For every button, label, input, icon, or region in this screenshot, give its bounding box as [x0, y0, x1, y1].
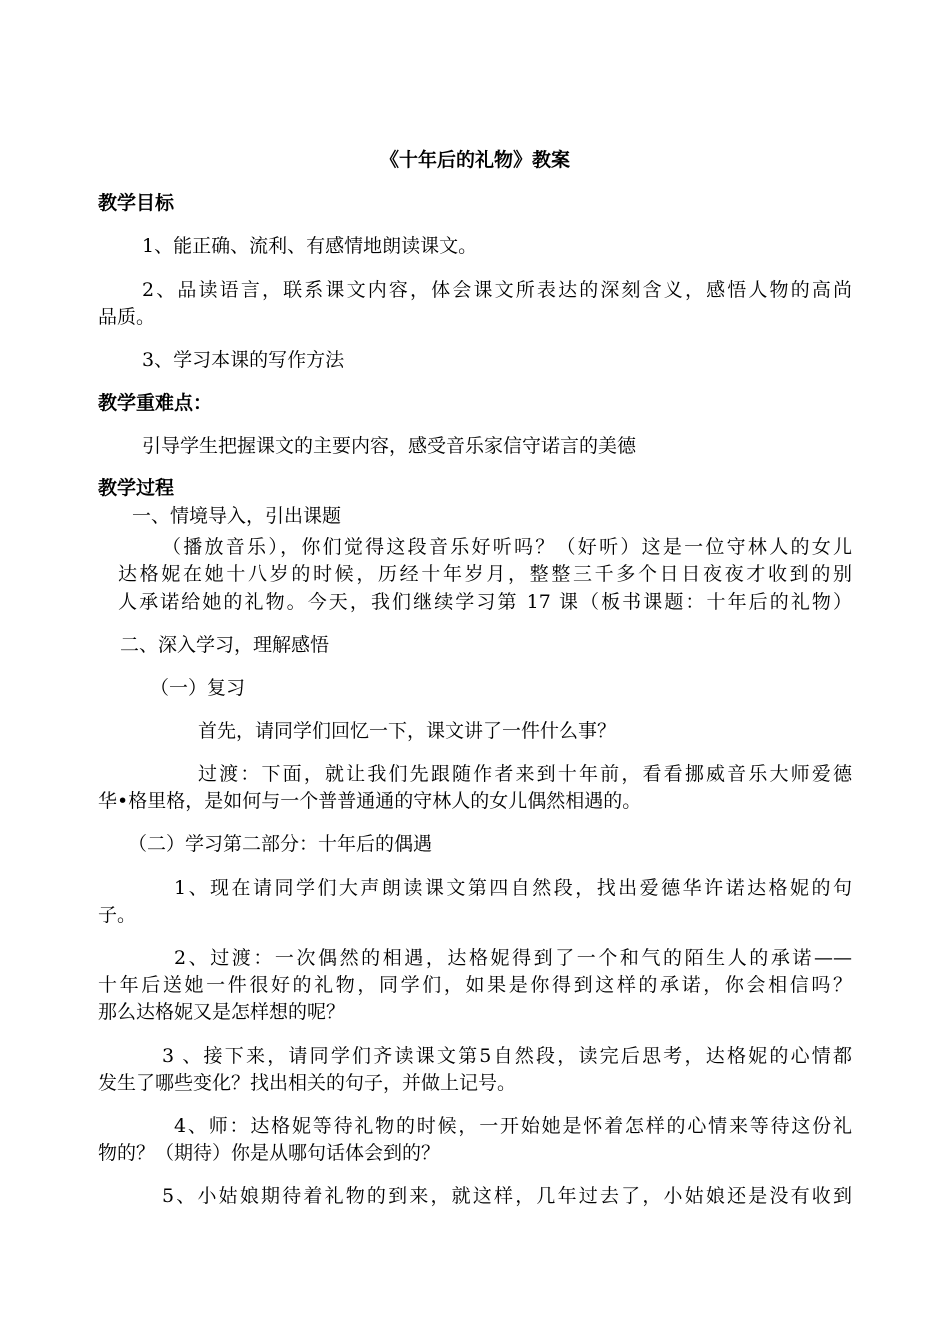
part2-heading: 二、深入学习，理解感悟 [120, 634, 330, 656]
objective-item-2-line-2: 品质。 [98, 306, 156, 328]
sub2-item-4-line-1: 4、师：达格妮等待礼物的时候，一开始她是怀着怎样的心情来等待这份礼 [174, 1115, 852, 1137]
sub2-item-2-line-2: 十年后送她一件很好的礼物，同学们，如果是你得到这样的承诺，你会相信吗？ [98, 974, 852, 996]
sub1-paragraph-2-line-1: 过渡：下面，就让我们先跟随作者来到十年前，看看挪威音乐大师爱德 [198, 763, 852, 785]
objective-item-2-line-1: 2、品读语言，联系课文内容，体会课文所表达的深刻含义，感悟人物的高尚 [142, 279, 852, 301]
sub1-paragraph-2-line-2: 华•格里格，是如何与一个普普通通的守林人的女儿偶然相遇的。 [98, 790, 642, 812]
objective-item-3: 3、学习本课的写作方法 [142, 349, 345, 371]
sub2-item-2-line-3: 那么达格妮又是怎样想的呢？ [98, 1001, 346, 1023]
sub2-item-1-line-1: 1、现在请同学们大声朗读课文第四自然段，找出爱德华许诺达格妮的句 [174, 877, 852, 899]
key-points-heading: 教学重难点： [98, 392, 213, 414]
part1-heading: 一、情境导入，引出课题 [132, 505, 342, 527]
sub2-item-1-line-2: 子。 [98, 904, 137, 926]
objective-item-1: 1、能正确、流利、有感情地朗读课文。 [142, 235, 478, 257]
objectives-heading: 教学目标 [98, 192, 175, 214]
part1-paragraph-line-1: （播放音乐），你们觉得这段音乐好听吗？（好听）这是一位守林人的女儿 [162, 536, 852, 558]
part1-paragraph-line-2: 达格妮在她十八岁的时候，历经十年岁月，整整三千多个日日夜夜才收到的别 [118, 563, 852, 585]
key-points-text: 引导学生把握课文的主要内容，感受音乐家信守诺言的美德 [142, 435, 637, 457]
sub2-item-3-line-1: 3 、接下来，请同学们齐读课文第5自然段，读完后思考，达格妮的心情都 [162, 1045, 852, 1067]
process-heading: 教学过程 [98, 477, 175, 499]
sub2-item-3-line-2: 发生了哪些变化？找出相关的句子，并做上记号。 [98, 1072, 517, 1094]
sub2-item-4-line-2: 物的？（期待）你是从哪句话体会到的？ [98, 1142, 441, 1164]
document-title: 《十年后的礼物》教案 [379, 149, 570, 171]
sub2-heading: （二）学习第二部分：十年后的偶遇 [128, 833, 433, 855]
sub1-heading: （一）复习 [150, 677, 246, 699]
sub1-paragraph-1: 首先，请同学们回忆一下，课文讲了一件什么事？ [198, 720, 617, 742]
sub2-item-5-line-1: 5、小姑娘期待着礼物的到来，就这样，几年过去了，小姑娘还是没有收到 [162, 1185, 852, 1207]
part1-paragraph-line-3: 人承诺给她的礼物。今天，我们继续学习第 17 课（板书课题：十年后的礼物） [118, 591, 852, 613]
sub2-item-2-line-1: 2、过渡：一次偶然的相遇，达格妮得到了一个和气的陌生人的承诺—— [174, 947, 852, 969]
